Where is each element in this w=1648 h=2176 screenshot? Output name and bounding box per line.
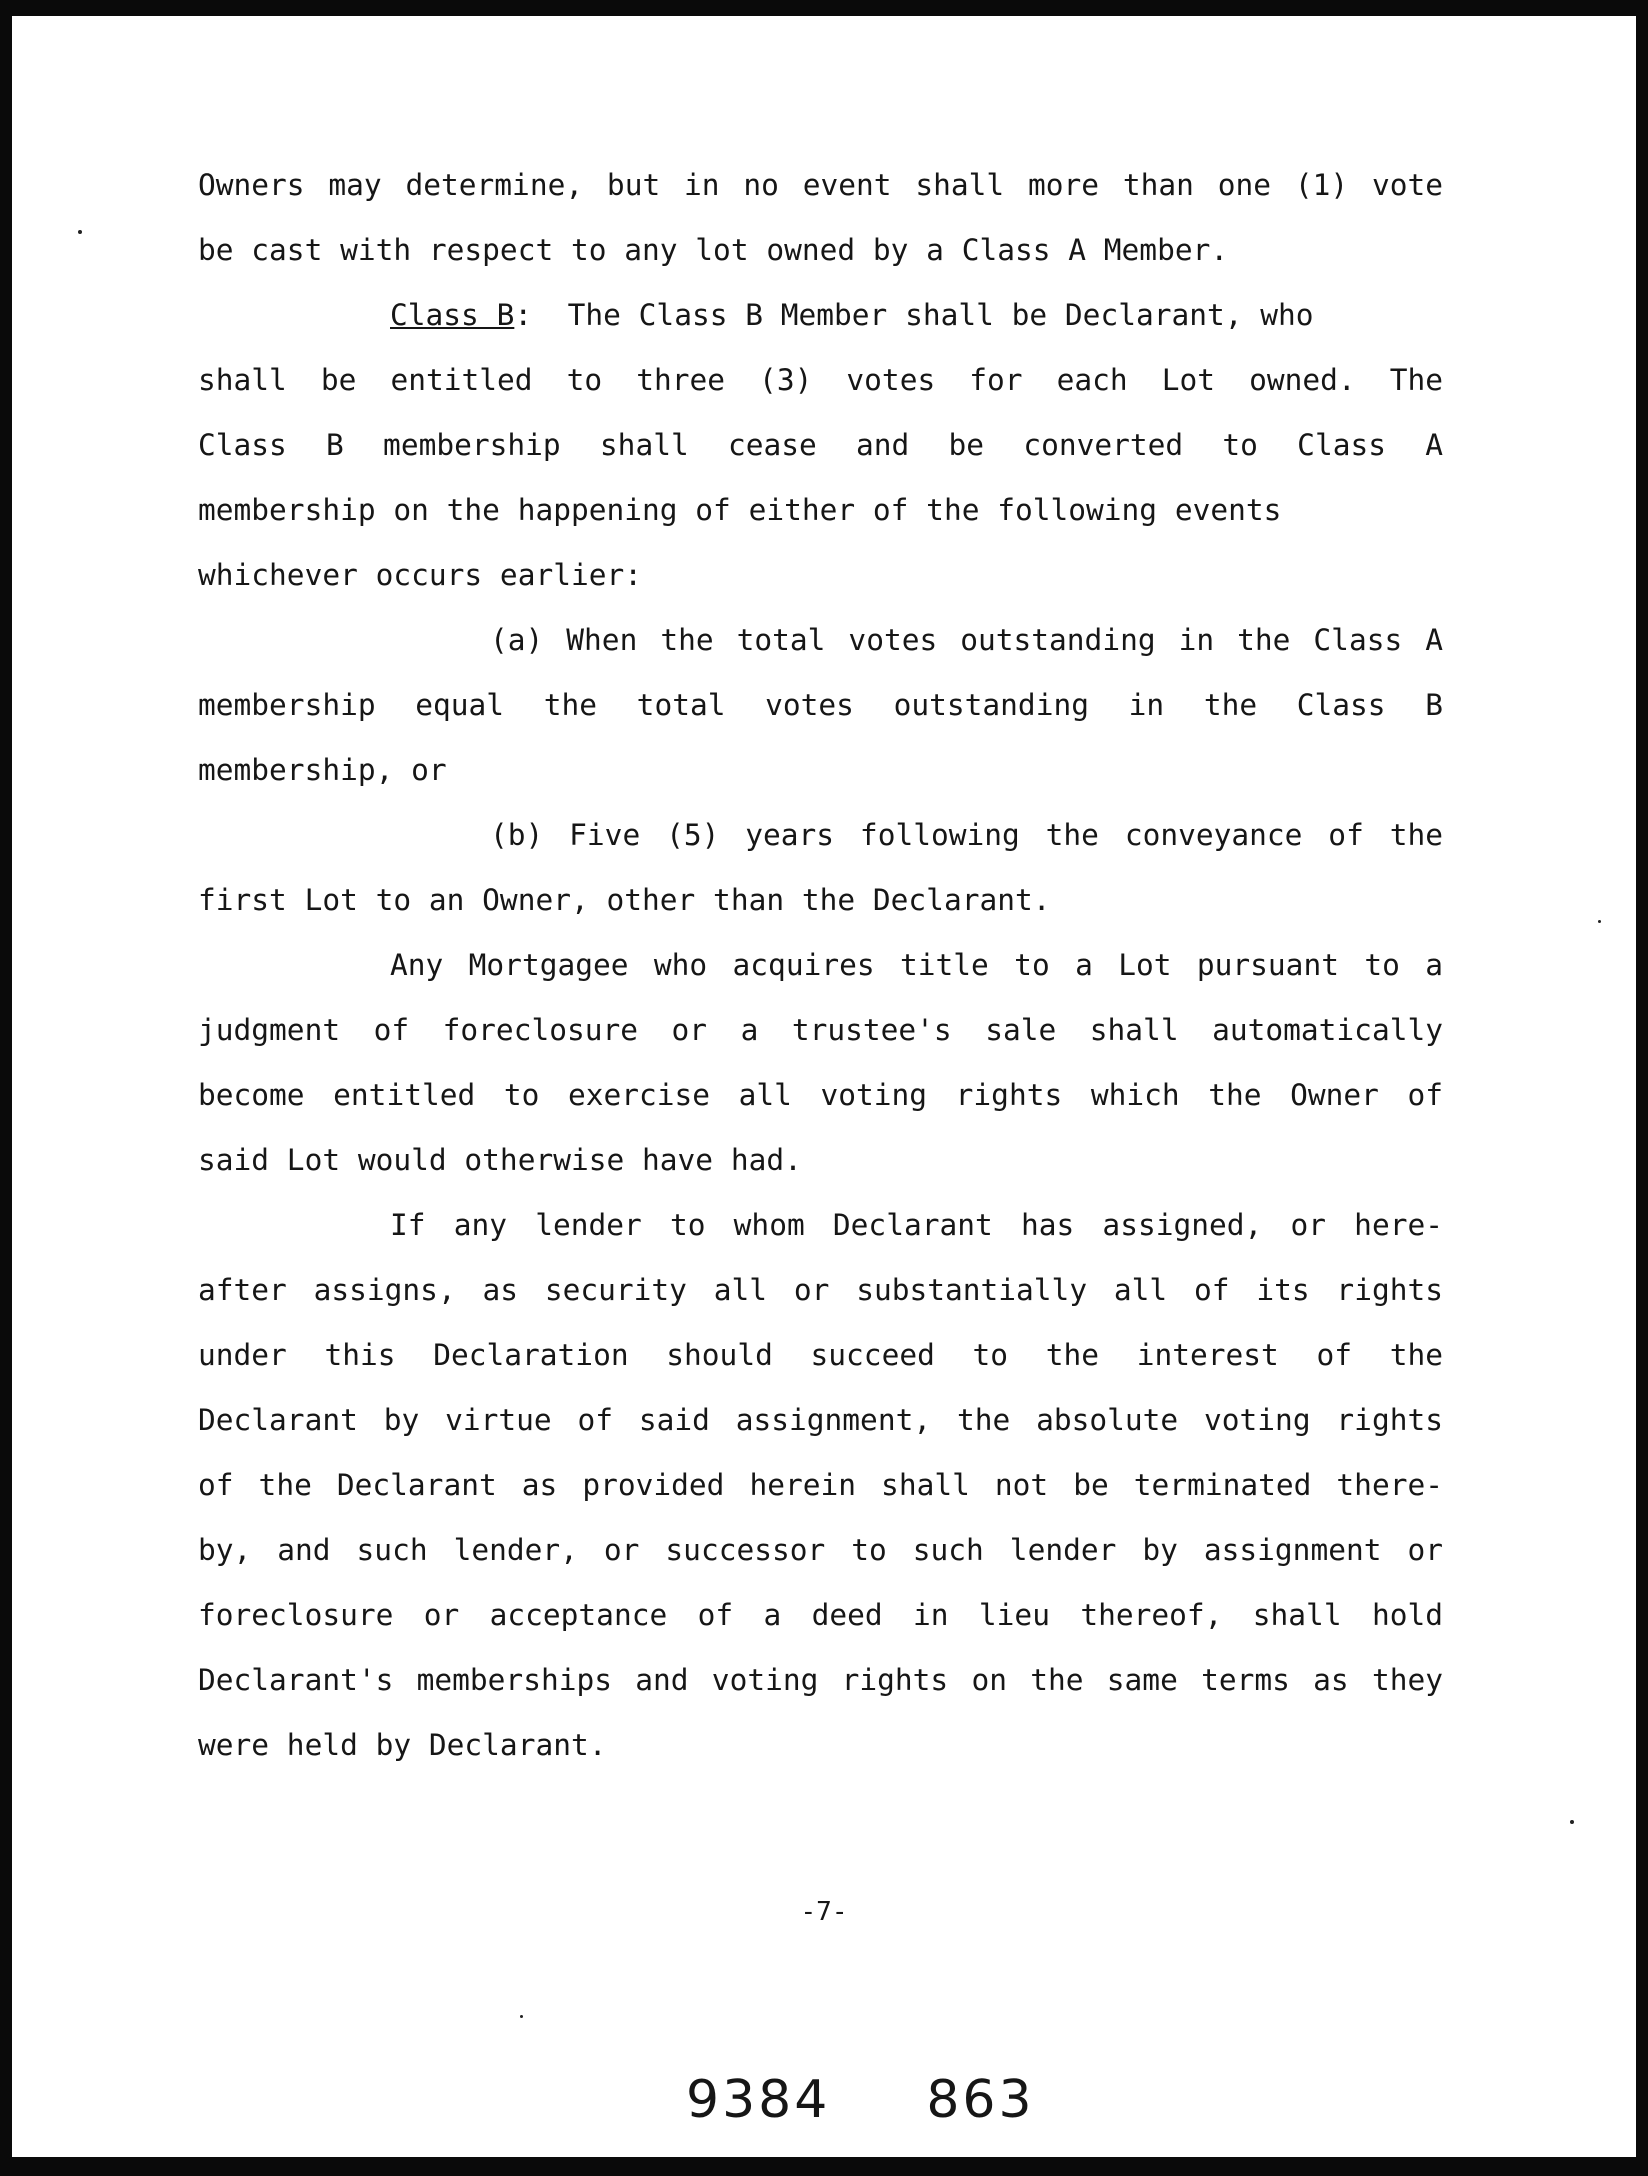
scan-border-right xyxy=(1636,0,1648,2176)
text-line: Owners may determine, but in no event shall more than one (1) vote xyxy=(198,168,1443,202)
footer-code-left: 9384 xyxy=(686,2070,831,2130)
text-line: whichever occurs earlier: xyxy=(198,558,643,592)
text-line: be cast with respect to any lot owned by a Class A Member. xyxy=(198,233,1229,267)
mortgagee-first-line: Any Mortgagee who acquires title to a Lot pursuant to a xyxy=(390,948,1443,982)
text-line: first Lot to an Owner, other than the Declarant. xyxy=(198,883,1051,917)
lender-first-line: If any lender to whom Declarant has assigned, or here- xyxy=(390,1208,1443,1242)
scan-border-left xyxy=(0,0,12,2176)
footer-record-code xyxy=(686,2070,1035,2130)
text-line: become entitled to exercise all voting rights which the Owner of xyxy=(198,1078,1443,1112)
item-a-first-line: (a) When the total votes outstanding in the Class A xyxy=(490,623,1443,657)
scan-speck xyxy=(1598,920,1601,923)
scan-speck xyxy=(520,2015,523,2018)
class-b-first-line xyxy=(390,295,1443,335)
scan-speck xyxy=(78,230,82,234)
class-b-heading: Class B xyxy=(390,298,515,332)
scan-speck xyxy=(1570,1820,1574,1824)
text-line: Declarant's memberships and voting rights on the same terms as they xyxy=(198,1663,1443,1697)
text-line: membership equal the total votes outstanding in the Class B xyxy=(198,688,1443,722)
text-line: Declarant by virtue of said assignment, the absolute voting rights xyxy=(198,1403,1443,1437)
text-line: by, and such lender, or successor to such lender by assignment or xyxy=(198,1533,1443,1567)
text-line: under this Declaration should succeed to the interest of the xyxy=(198,1338,1443,1372)
scan-border-top xyxy=(0,0,1648,16)
footer-code-right: 863 xyxy=(926,2070,1035,2130)
text-line: were held by Declarant. xyxy=(198,1728,607,1762)
class-b-first-line-text: The Class B Member shall be Declarant, who xyxy=(567,298,1314,332)
text-line: judgment of foreclosure or a trustee's sale shall automatically xyxy=(198,1013,1443,1047)
text-line: Class B membership shall cease and be converted to Class A xyxy=(198,428,1443,462)
text-line: foreclosure or acceptance of a deed in lieu thereof, shall hold xyxy=(198,1598,1443,1632)
text-line: membership, or xyxy=(198,753,447,787)
text-line: membership on the happening of either of the following events xyxy=(198,493,1282,527)
page-number: -7- xyxy=(800,1897,848,1927)
scan-border-bottom xyxy=(0,2157,1648,2176)
text-line: of the Declarant as provided herein shall not be terminated there- xyxy=(198,1468,1443,1502)
class-b-heading-suffix: : xyxy=(514,298,533,332)
text-line: said Lot would otherwise have had. xyxy=(198,1143,802,1177)
item-b-first-line: (b) Five (5) years following the conveyance of the xyxy=(490,818,1443,852)
text-line: shall be entitled to three (3) votes for each Lot owned. The xyxy=(198,363,1443,397)
text-line: after assigns, as security all or substantially all of its rights xyxy=(198,1273,1443,1307)
